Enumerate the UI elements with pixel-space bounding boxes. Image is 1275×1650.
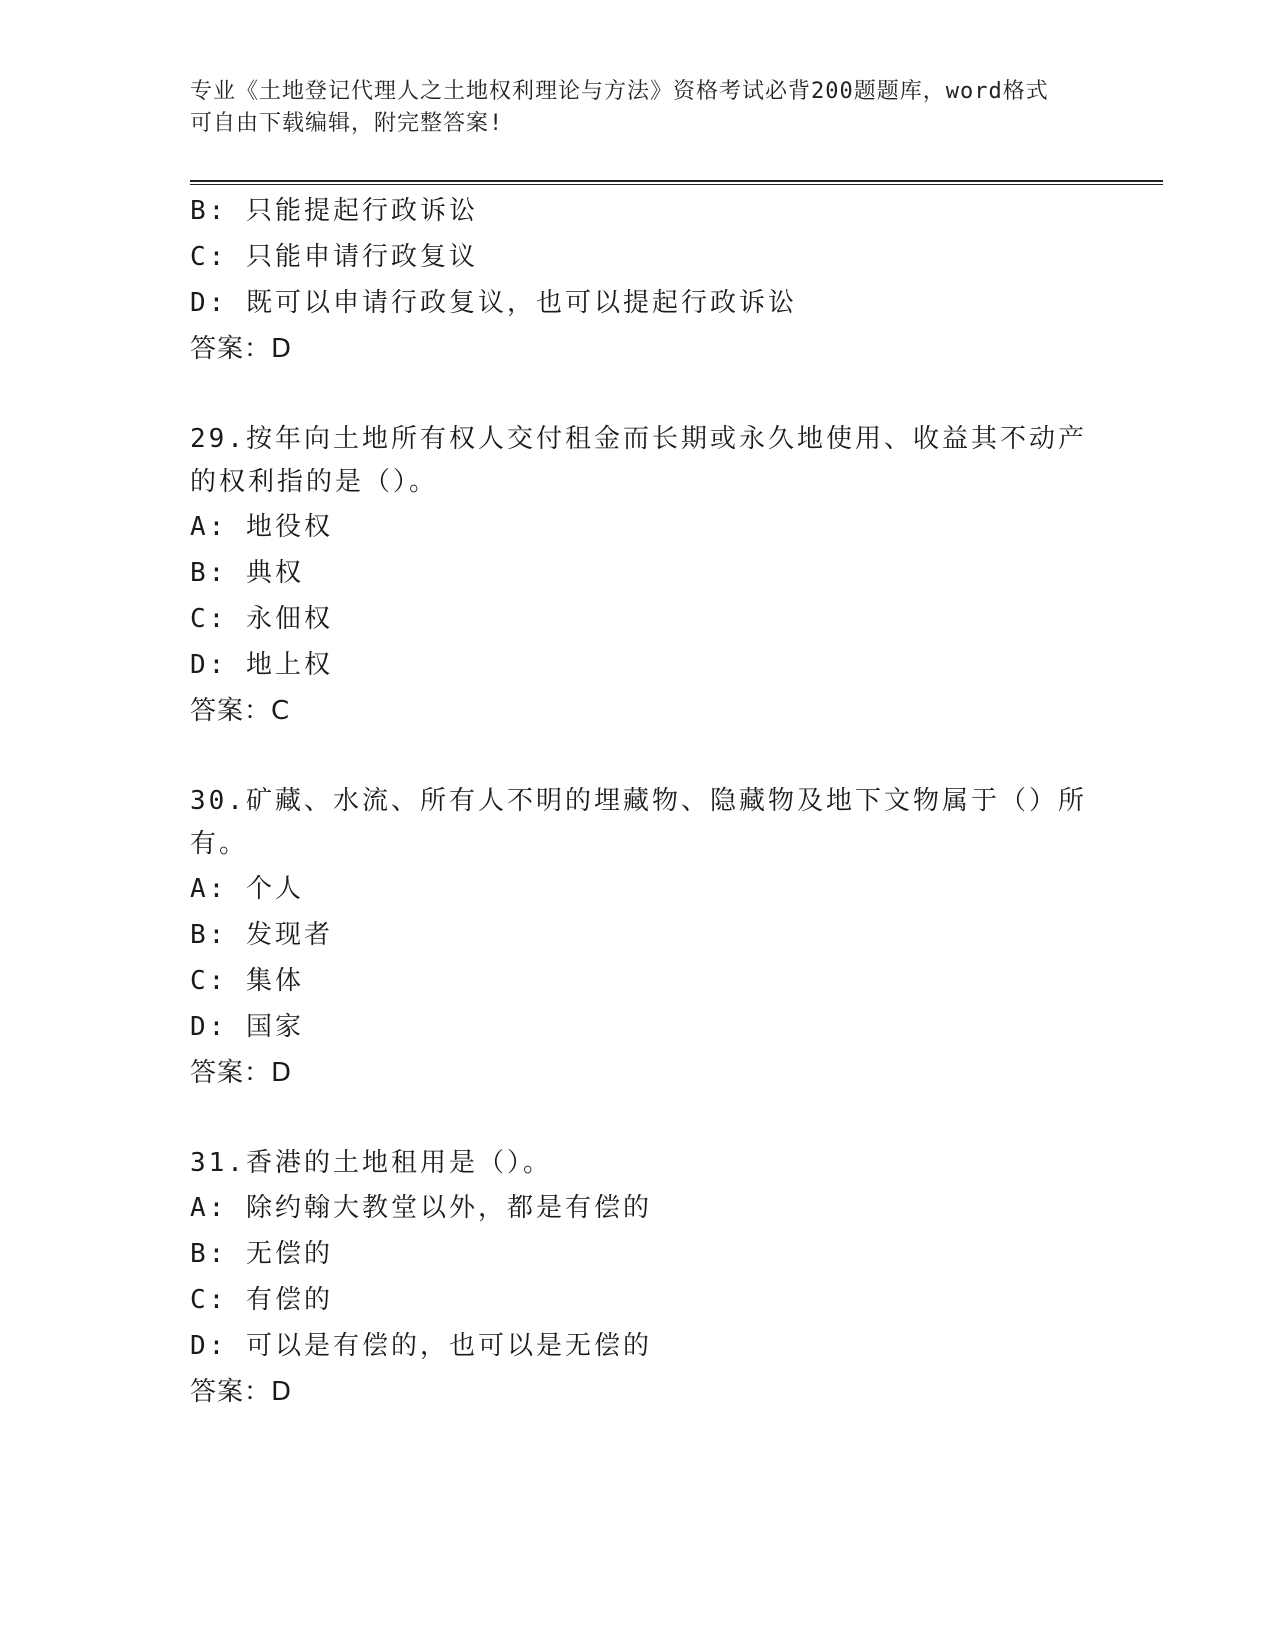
option-d: D: 既可以申请行政复议，也可以提起行政诉讼 <box>190 288 797 318</box>
answer-line: 答案：D <box>190 1377 293 1407</box>
option-c: C: 只能申请行政复议 <box>190 242 478 272</box>
answer-line: 答案：D <box>190 1058 293 1088</box>
option-a: A: 除约翰大教堂以外，都是有偿的 <box>190 1193 652 1223</box>
answer-line: 答案：D <box>190 334 293 364</box>
option-c: C: 集体 <box>190 966 304 996</box>
option-c: C: 有偿的 <box>190 1285 333 1315</box>
option-b: B: 无偿的 <box>190 1239 333 1269</box>
option-b: B: 发现者 <box>190 920 333 950</box>
spacer <box>190 1096 1090 1142</box>
option-d: D: 地上权 <box>190 650 333 680</box>
option-b: B: 只能提起行政诉讼 <box>190 196 478 226</box>
option-a: A: 地役权 <box>190 512 333 542</box>
option-c: C: 永佃权 <box>190 604 333 634</box>
option-a: A: 个人 <box>190 874 304 904</box>
question-31 <box>190 1142 1090 1415</box>
question-text: 29.按年向土地所有权人交付租金而长期或永久地使用、收益其不动产的权利指的是（）。 <box>190 424 1087 497</box>
option-b: B: 典权 <box>190 558 304 588</box>
option-d: D: 国家 <box>190 1012 304 1042</box>
document-header: 专业《土地登记代理人之土地权利理论与方法》资格考试必背200题题库，word格式可自由下载编辑，附完整答案! <box>190 79 1049 136</box>
spacer <box>190 372 1090 418</box>
header-rule-thin <box>190 184 1163 185</box>
question-29 <box>190 418 1090 734</box>
option-d: D: 可以是有偿的，也可以是无偿的 <box>190 1331 652 1361</box>
spacer <box>190 734 1090 780</box>
question-30 <box>190 780 1090 1096</box>
question-text: 30.矿藏、水流、所有人不明的埋藏物、隐藏物及地下文物属于（）所有。 <box>190 786 1087 859</box>
answer-line: 答案：C <box>190 696 291 726</box>
continued-question <box>190 188 1090 372</box>
header-rule-thick <box>190 180 1163 182</box>
question-content <box>190 188 1090 1415</box>
question-text: 31.香港的土地租用是（）。 <box>190 1148 552 1178</box>
